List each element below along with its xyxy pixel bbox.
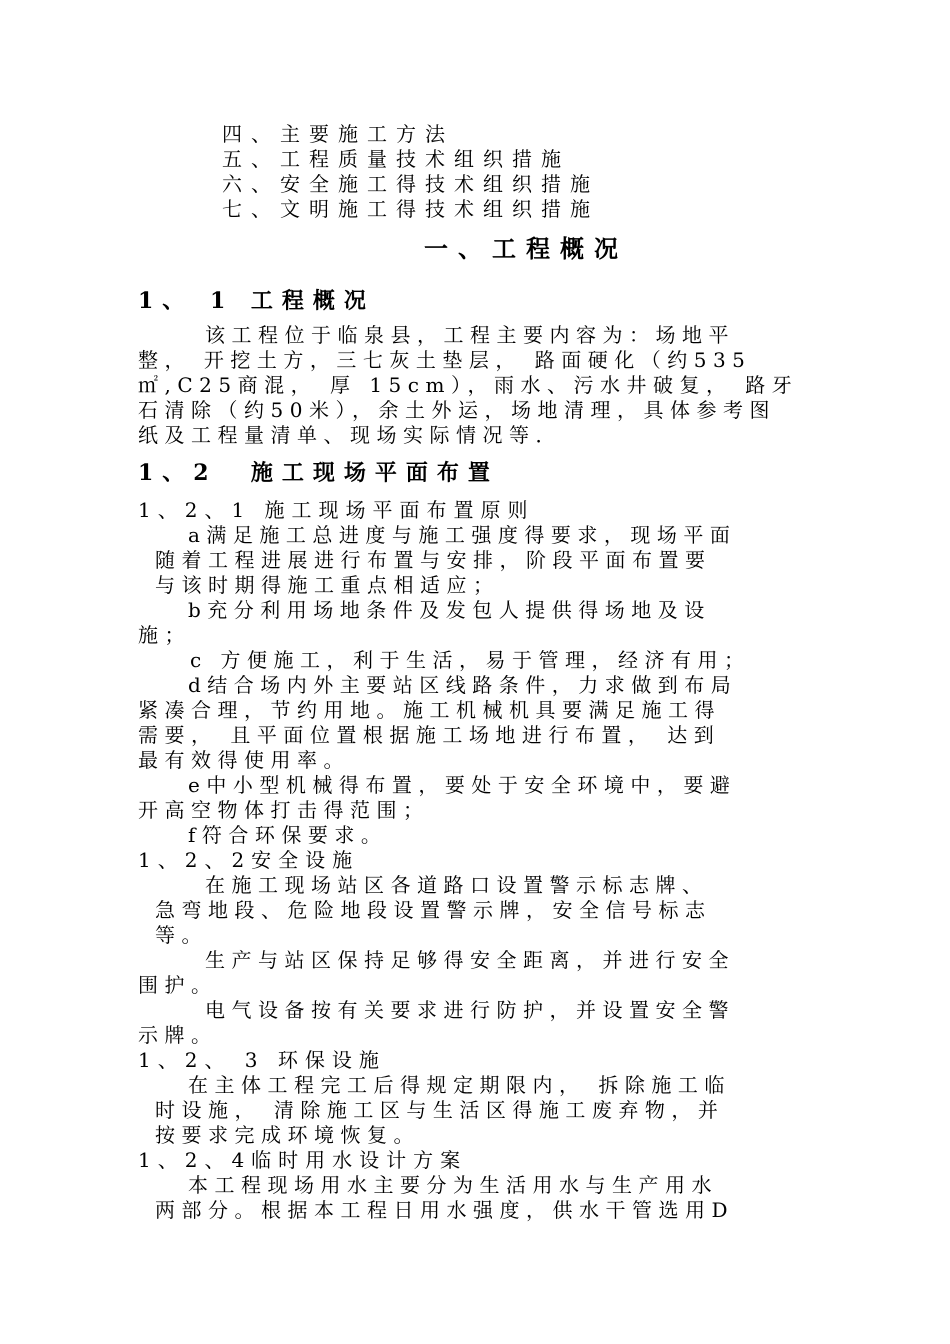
paragraph-line: 施； — [138, 623, 191, 647]
paragraph-line: b充分利用场地条件及发包人提供得场地及设 — [188, 598, 711, 622]
paragraph-line: 纸及工程量清单、现场实际情况等． — [138, 423, 562, 447]
toc-item: 七、文明施工得技术组织措施 — [222, 197, 599, 221]
paragraph-line: 示牌。 — [138, 1023, 218, 1047]
chapter-title: 一、工程概况 — [424, 234, 628, 263]
paragraph-line: 电气设备按有关要求进行防护，并设置安全警 — [205, 998, 735, 1022]
paragraph-line: 该工程位于临泉县，工程主要内容为：场地平 — [205, 323, 735, 347]
paragraph-line: 生产与站区保持足够得安全距离，并进行安全 — [205, 948, 735, 972]
paragraph-line: 等。 — [155, 923, 208, 947]
paragraph-line: 围护。 — [138, 973, 218, 997]
paragraph-line: e中小型机械得布置，要处于安全环境中，要避 — [188, 773, 737, 797]
paragraph-line: 开高空物体打击得范围； — [138, 798, 430, 822]
section-heading: 1、 1 工程概况 — [138, 288, 375, 314]
paragraph-line: 按要求完成环境恢复。 — [155, 1123, 420, 1147]
toc-item: 四、主要施工方法 — [222, 122, 454, 146]
paragraph-line: ㎡,C25商混， 厚 15cm），雨水、污水井破复， 路牙 — [138, 373, 799, 397]
subsection-heading: 1、2、2安全设施 — [138, 848, 360, 872]
paragraph-line: 石清除（约50米），余土外运，场地清理，具体参考图 — [138, 398, 776, 422]
paragraph-line: 在施工现场站区各道路口设置警示标志牌、 — [205, 873, 709, 897]
subsection-heading: 1、2、 3 环保设施 — [138, 1048, 386, 1072]
paragraph-line: 本工程现场用水主要分为生活用水与生产用水 — [188, 1173, 718, 1197]
paragraph-line: 整， 开挖土方，三七灰土垫层， 路面硬化（约535 — [138, 348, 752, 372]
paragraph-line: 急弯地段、危险地段设置警示牌，安全信号标志 — [155, 898, 712, 922]
paragraph-line: 两部分。根据本工程日用水强度，供水干管选用D — [155, 1198, 735, 1222]
subsection-heading: 1、2、4临时用水设计方案 — [138, 1148, 468, 1172]
paragraph-line: 随着工程进展进行布置与安排，阶段平面布置要 — [155, 548, 712, 572]
paragraph-line: a满足施工总进度与施工强度得要求，现场平面 — [188, 523, 737, 547]
section-heading: 1、2 施工现场平面布置 — [138, 460, 499, 486]
paragraph-line: c 方便施工，利于生活，易于管理，经济有用； — [190, 648, 751, 672]
paragraph-line: 紧凑合理，节约用地。施工机械机具要满足施工得 — [138, 698, 721, 722]
paragraph-line: f符合环保要求。 — [188, 823, 388, 847]
paragraph-line: 与该时期得施工重点相适应； — [155, 573, 500, 597]
subsection-heading: 1、2、1 施工现场平面布置原则 — [138, 498, 535, 522]
paragraph-line: d结合场内外主要站区线路条件，力求做到布局 — [188, 673, 738, 697]
paragraph-line: 需要， 且平面位置根据施工场地进行布置， 达到 — [138, 723, 721, 747]
toc-item: 六、安全施工得技术组织措施 — [222, 172, 599, 196]
paragraph-line: 最有效得使用率。 — [138, 748, 350, 772]
paragraph-line: 时设施， 清除施工区与生活区得施工废弃物，并 — [155, 1098, 725, 1122]
toc-item: 五、工程质量技术组织措施 — [222, 147, 570, 171]
paragraph-line: 在主体工程完工后得规定期限内， 拆除施工临 — [188, 1073, 731, 1097]
